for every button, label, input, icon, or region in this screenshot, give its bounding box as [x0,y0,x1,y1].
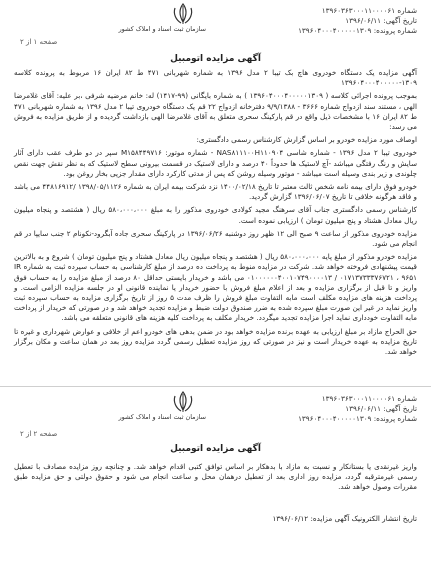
org-emblem [118,2,206,33]
paragraph: خودروی تیبا ۲ مدل ۱۳۹۶ - شماره شاسی NAS۸۱۱۱۰۰H۱۱۰۹۰۴ - شماره موتور: M۱۵۸۴۴۹۷۱۶ سپر در دو طرف عقب دارای آثار سایش و رنگ رفتگی میباشد -آچ لاستیک ها حدوداً ۴۰ درصد و دارای لاستیک در قسمت بیرونی سطح لاستیک که به نظر نقش جهت نقص چلوندی و زیر بندی وسیله است میباشد - موتور وسیله روشن که پس از مدتی کارکرد دارای مقدار جزیی بخار روغن بود. [14,148,418,178]
notice-title: آگهی مزایده اتومبیل [170,54,261,64]
page-label: صفحه ۱ از ۲ [20,38,58,46]
notice-number: شماره ۱۳۹۶۰۳۶۳۰۰۰۱۱۰۰۰۰۶۱ [321,394,417,403]
notice-date: تاریخ آگهی: ۱۳۹۶/۰۶/۱۱ [345,16,417,25]
paragraph: کارشناس رسمی دادگستری جناب آقای سرهنگ مجید کولادی خودروی مذکور را به مبلغ ۵۸۰،۰۰۰،۰۰۰ ریال ( هشتصد و پنجاه میلیون ریال معادل هشتاد و پنج میلیون تومان ) ارزیابی نموده است. [14,205,417,225]
paragraph: بموجب پرونده اجرائی کلاسه ( ۱۳۹۶۰۴۰۰۰۴۰۰۰۰۰۱۳۰۹ ) به شماره بایگانی (۹۹-۱۴۱۷) له: خانم مرضیه شرفی ،بر علیه: آقای غلامرضا الهی ، مستند سند ازدواج شماره ۳۶۶۶ - ۹/۹/۱۳۸۸ دفترخانه ازدواج ۲۲ قم یک دستگاه خودروی تیبا ۲ مدل ۱۳۹۶ به شماره شهربانی ۴۷۱ ط ۸۲ ایران ۱۶ با مشخصات ذیل واقع در قم پارکینگ سحری متعلق به آقای غلامرضا الهی بازداشت گردیده و از طریق مزایده به فروش می رسد: [14,91,418,132]
notice-body [14,462,417,496]
org-name: سازمان ثبت اسناد و املاک کشور [118,413,206,421]
notice-title: آگهی مزایده اتومبیل [170,444,261,454]
iran-emblem-icon [170,390,196,414]
notice-date: تاریخ آگهی: ۱۳۹۶/۰۶/۱۱ [345,404,417,413]
paragraph: حق الحراج مازاد بر مبلغ ارزیابی به عهده برنده مزایده خواهد بود در ضمن بدهی های خودرو اعم از خلافی و عوارض شهرداری و غیره تا تاریخ مزایده به عهده خریدار است و نیز در صورتی که روز مزایده تعطیل رسمی گردد مزایده روز بعد در همان ساعت و مکان برگزار خواهد شد. [14,326,417,357]
org-name: سازمان ثبت اسناد و املاک کشور [118,25,206,33]
file-number: شماره پرونده: ۱۳۹۶۰۴۰۰۰۴۰۰۰۰۰۱۳۰۹ [298,414,417,423]
notice-page-2 [0,388,431,576]
paragraph: خودرو فوق دارای بیمه نامه شخص ثالث معتبر تا تاریخ ۱۴۰۰/۰۲/۱۸ نزد شرکت بیمه ایران به شماره ۱۳۹۸/۰۵/۱۱۲۶ /۴۴۸۱۶۹۱۲ می باشد و فاقد هرگونه خلافی تا تاریخ ۱۳۹۶/۰۶/۰۷ گزارش گردید. [14,182,417,202]
notice-meta [298,6,417,36]
publish-date: تاریخ انتشار الکترونیک آگهی مزایده: ۱۳۹۶/۰۶/۱۲ [272,514,417,523]
notice-number: شماره ۱۳۹۶۰۳۶۳۰۰۰۱۱۰۰۰۰۶۱ [321,6,417,15]
paragraph: اوصاف مورد مزایده خودرو بر اساس گزارش کارشناس رسمی دادگستری: [196,135,417,145]
paragraph: واریز غیرنقدی یا بستانکار و نسبت به مازاد با بدهکار بر اساس توافق کتبی اقدام خواهد شد. و چنانچه روز مزایده مصادف با تعطیل رسمی غیرمترقبه گردد، مزایده روز اداری بعد از تعطیل درهمان محل و ساعت انجام می شود و حقوق دولتی و حق مزایده طبق مقررات وصول خواهد شد. [14,462,417,492]
file-number: شماره پرونده: ۱۳۹۶۰۴۰۰۰۴۰۰۰۰۰۱۳۰۹ [298,26,417,35]
paragraph: مزایده خودرو مذکور از مبلغ پایه ۵۸۰،۰۰۰،۰۰۰ ریال ( هشتصد و پنجاه میلیون ریال معادل هشتاد و پنج میلیون تومان ) شروع و به بالاترین قیمت پیشنهادی فروخته خواهد شد. شرکت در مزایده منوط به پرداخت ده درصد از مبلغ کارشناسی به حساب سپرده ثبت به شماره IR ۰۱۰۰۰۰۰۰۴۰۰۱۰۷۴۹۰۰۰۰۱۳ / ۰۱۷۱۳۷۳۳۳۷۶۷۲۱ ، ۹۶۵۱ می باشد و خریدار بایستی حداقل ۸۰ درصد از مبلغ مزایده را به حساب فوق واریز و تا قبل از برگزاری مزایده و بعد از اعلام مبلغ فروش با حضور خریدار یا نماینده قانونی او در جلسه مزایده الزامی است. و پرداخت هزینه های مزایده مکلف است مابه التفاوت مبلغ فروش را ظرف مدت ۵ روز از تاریخ برگزاری مزایده به حساب سپرده ثبت واریز نماید در غیر این صورت مبلغ سپرده شده به ضرر صندوق دولت ضبط و مزایده تجدید خواهد شد و در صورتی که خریدار از پرداخت مابه التفاوت خودداری نماید اجرا مزایده تجدید میگردد. خریدار مکلف به پرداخت کلیه هزینه های قانونی متعلقه می باشد. [14,252,417,323]
page-label: صفحه ۲ از ۲ [20,430,58,438]
notice-meta [298,394,417,424]
paragraph: مزایده خودروی مذکور از ساعت ۹ صبح الی ۱۲ ظهر روز دوشنبه ۱۳۹۶/۰۶/۲۶ در پارکینگ سحری جاده آبگرود-نکونام ۲ جنب سایپا در قم انجام می شود. [14,228,417,249]
org-emblem [118,390,206,421]
paragraph: آگهی مزایده یک دستگاه خودروی هاچ بک تیبا ۲ مدل ۱۳۹۶ به شماره شهربانی ۴۷۱ ط ۸۲ ایران ۱۶ مربوط به پرونده کلاسه ۱۳۰۹-۱۳۹۶۰۴۰۰۰۴۰۰۰۰۰ [14,68,418,88]
iran-emblem-icon [170,2,196,26]
notice-body [14,68,417,360]
